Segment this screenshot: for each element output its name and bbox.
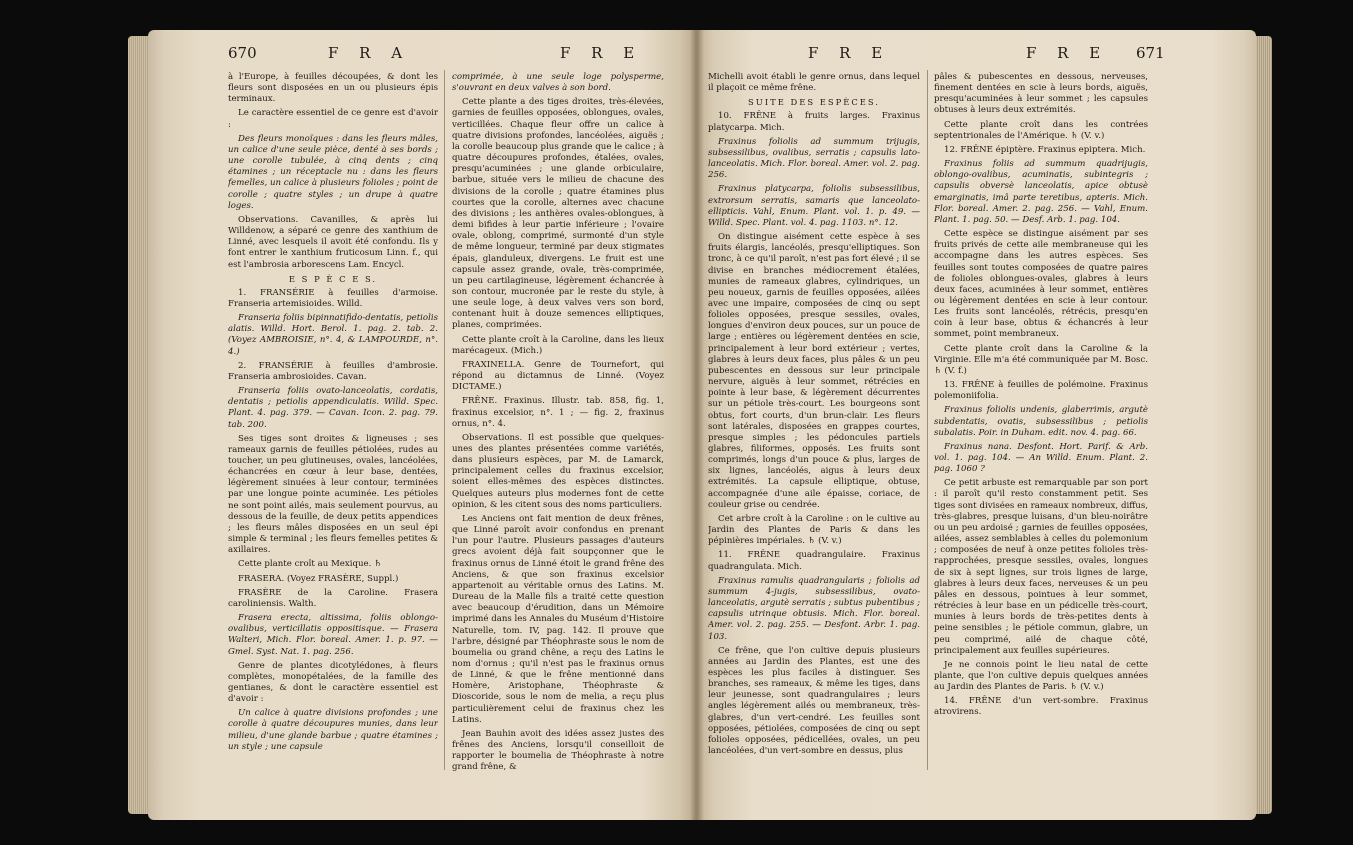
- text-paragraph: Cette plante croît au Mexique. ♄: [238, 559, 382, 570]
- text-paragraph: Fraxinus foliis ad summum quadrijugis, oblongo-ovalibus, acuminatis, subintegris ; capsulis obversè lanceolatis, apice obtusè emarginatis, imâ parte teretibus, apteris. Mich. Flor. boreal. Amer. 2. pag. 256. — Vahl, Enum. Plant. 1. pag. 50. — Desf. Arb. 1. pag. 104.: [934, 159, 1148, 225]
- text-paragraph: comprimée, à une seule loge polysperme, s'ouvrant en deux valves à son bord.: [452, 72, 664, 94]
- text-paragraph: Franseria foliis bipinnatifido-dentatis, petiolis alatis. Willd. Hort. Berol. 1. pag. 2. tab. 2. (Voyez AMBROISIE, n°. 4, & LAMPOURDE, n°. 4.): [228, 313, 438, 357]
- text-paragraph: 1. FRANSÉRIE à feuilles d'armoise. Franseria artemisioides. Willd.: [228, 287, 438, 309]
- page-edges-left: [128, 36, 148, 814]
- text-paragraph: Fraxinus ramulis quadrangularis ; foliolis ad summum 4-jugis, subsessilibus, ovato-lanceolatis, argutè serratis ; subtus pubentibus ; capsulis utrinque obtusis. Mich. Flor. boreal. Amer. vol. 2. pag. 255. — Desfont. Arbr. 1. pag. 103.: [708, 575, 920, 642]
- text-paragraph: Les Anciens ont fait mention de deux frênes, que Linné paroît avoir confondus en prenant l'un pour l'autre. Plusieurs passages d'auteurs grecs avoient déjà fait soupçonner que le fraxinus ornus de Linné étoit le grand frêne des Anciens, & que son fraxinus excelsior appartenoit au véritable ornus des Latins. M. Dureau de la Malle fils a traité cette question avec beaucoup d'érudition, dans un Mémoire imprimé dans les Annales du Muséum d'Histoire Naturelle, tom. IV, pag. 142. Il prouve que l'arbre, désigné par Théophraste sous le nom de boumelia ou grand chêne, a reçu des Latins le nom d'ornus ; qu'il n'est pas le fraxinus ornus de Linné, & que le frêne mentionné dans Homère, Aristophane, Théophraste & Dioscoride, sous le nom de melia, a reçu plus particulièrement celui de fraxinus chez les Latins.: [452, 513, 664, 725]
- text-paragraph: 2. FRANSÉRIE à feuilles d'ambrosie. Franseria ambrosioides. Cavan.: [228, 360, 438, 382]
- text-paragraph: Cette plante croît dans la Caroline & la Virginie. Elle m'a été communiquée par M. Bosc. ♄ (V. f.): [934, 343, 1148, 376]
- text-paragraph: Genre de plantes dicotylédones, à fleurs complètes, monopétalées, de la famille des gentianes, & dont le caractère essentiel est d'avoir :: [228, 660, 438, 705]
- text-paragraph: Cette espèce se distingue aisément par ses fruits privés de cette aile membraneuse qui les accompagne dans les autres espèces. Ses feuilles sont toutes composées de quatre paires de folioles oblongues-ovales, glabres à leurs deux faces, acuminées à leur sommet, entières ou légèrement dentées en scie à leur contour. Les fruits sont lancéolés, rétrécis, presqu'en coin à leur base, obtus & échancrés à leur sommet, point membraneux.: [934, 229, 1148, 340]
- text-paragraph: FRASERA. (Voyez FRASÈRE, Suppl.): [238, 573, 399, 584]
- text-paragraph: Fraxinus platycarpa, foliolis subsessilibus, extrorsum serratis, samaris que lanceolato-ellipticis. Vahl, Enum. Plant. vol. 1. p. 49. — Willd. Spec. Plant. vol. 4. pag. 1103. n°. 12.: [708, 184, 920, 228]
- text-paragraph: Cette plante a des tiges droites, très-élevées, garnies de feuilles opposées, oblongues, ovales, verticillées. Chaque fleur offre un calice à quatre divisions profondes, lancéolées, aiguës ; la corolle beaucoup plus grande que le calice ; à quatre découpures profondes, étalées, ovales, presqu'acuminées ; une glande orbiculaire, barbue, située vers le milieu de chacune des divisions de la corolle ; quatre étamines plus courtes que la corolle, alternes avec chacune des divisions ; les anthères ovales-oblongues, à demi bifides à leur partie inférieure ; l'ovaire ovale, oblong, comprimé, surmonté d'un style de même longueur, terminé par deux stigmates épais, glanduleux, divergens. Le fruit est une capsule assez grande, ovale, très-comprimée, un peu cartilagineuse, légèrement échancrée à son contour, mucronée par le reste du style, à une seule loge, à deux valves vers son bord, contenant huit à douze semences elliptiques, planes, comprimées.: [452, 97, 664, 331]
- text-paragraph: Cette plante croît dans les contrées septentrionales de l'Amérique. ♄ (V. v.): [934, 119, 1148, 141]
- text-paragraph: à l'Europe, à feuilles découpées, & dont les fleurs sont disposées en un ou plusieurs épis terminaux.: [228, 72, 438, 105]
- text-paragraph: Franseria foliis ovato-lanceolatis, cordatis, dentatis ; petiolis appendiculatis. Willd. Spec. Plant. 4. pag. 379. — Cavan. Icon. 2. pag. 79. tab. 200.: [228, 386, 438, 430]
- text-paragraph: Observations. Il est possible que quelques-unes des plantes présentées comme variétés, dans plusieurs espèces, par M. de Lamarck, principalement celles du fraxinus excelsior, soient elles-mêmes des espèces distinctes. Quelques auteurs plus modernes font de cette opinion, & les citent sous des noms particuliers.: [452, 432, 664, 510]
- text-paragraph: Fraxinus nana. Desfont. Hort. Parif. & Arb. vol. 1. pag. 104. — An Willd. Enum. Plant. 2. pag. 1060 ?: [934, 441, 1148, 475]
- column-rule: [444, 70, 445, 770]
- text-paragraph: 13. FRÊNE à feuilles de polémoine. Fraxinus polemoniifolia.: [934, 380, 1148, 402]
- text-paragraph: FRÊNE. Fraxinus. Illustr. tab. 858, fig. 1, fraxinus excelsior, n°. 1 ; — fig. 2, fraxinus ornus, n°. 4.: [452, 396, 664, 429]
- left-column-2: [452, 72, 664, 772]
- section-heading: E S P È C E S.: [288, 273, 378, 284]
- page-edges-right: [1256, 36, 1272, 814]
- left-column-1: [228, 72, 438, 772]
- right-header-left: F R E: [808, 44, 891, 62]
- section-heading: SUITE DES ESPÈCES.: [748, 97, 880, 108]
- text-paragraph: 12. FRÊNE épiptère. Fraxinus epiptera. Mich.: [944, 144, 1146, 155]
- text-paragraph: Je ne connois point le lieu natal de cette plante, que l'on cultive depuis quelques années au Jardin des Plantes de Paris. ♄ (V. v.): [934, 659, 1148, 693]
- text-paragraph: Cette plante croît à la Caroline, dans les lieux marécageux. (Mich.): [452, 334, 664, 356]
- book-gutter: [690, 30, 704, 820]
- left-page-number: 670: [228, 44, 257, 62]
- text-paragraph: FRAXINELLA. Genre de Tournefort, qui répond au dictamnus de Linné. (Voyez DICTAME.): [452, 359, 664, 393]
- text-paragraph: Le caractère essentiel de ce genre est d'avoir :: [228, 108, 438, 130]
- text-paragraph: Cet arbre croît à la Caroline : on le cultive au Jardin des Plantes de Paris & dans les pépinières impériales. ♄ (V. v.): [708, 513, 920, 547]
- text-paragraph: Frasera erecta, altissima, foliis oblongo-ovalibus, verticillatis oppositisque. — Frasera Walteri, Mich. Flor. boreal. Amer. 1. p. 97. — Gmel. Syst. Nat. 1. pag. 256.: [228, 613, 438, 657]
- text-paragraph: Fraxinus foliolis undenis, glaberrimis, argutè subdentatis, ovatis, subsessilibus ; petiolis subalatis. Poir. in Duham. edit. nov. 4. pag. 66.: [934, 405, 1148, 438]
- text-paragraph: Observations. Cavanilles, & après lui Willdenow, a séparé ce genre des xanthium de Linné, avec lesquels il avoit été confondu. Ils y font entrer le xanthium fruticosum Linn. f., qui est l'ambrosia arborescens Lam. Encycl.: [228, 214, 438, 270]
- left-header-right: F R E: [560, 44, 643, 62]
- text-paragraph: pâles & pubescentes en dessous, nerveuses, finement dentées en scie à leurs bords, aiguës, presqu'acuminées à leur sommet ; les capsules obtuses à leurs deux extrémités.: [934, 72, 1148, 116]
- text-paragraph: Un calice à quatre divisions profondes ; une corolle à quatre découpures munies, dans leur milieu, d'une glande barbue ; quatre étamines ; un style ; une capsule: [228, 708, 438, 752]
- text-paragraph: Jean Bauhin avoit des idées assez justes des frênes des Anciens, lorsqu'il conseilloit de rapporter le boumelia de Théophraste à notre grand frêne, &: [452, 728, 664, 772]
- text-paragraph: Michelli avoit établi le genre ornus, dans lequel il plaçoit ce même frêne.: [708, 72, 920, 94]
- text-paragraph: Fraxinus foliolis ad summum trijugis, subsessilibus, ovalibus, serratis ; capsulis lato-lanceolatis. Mich. Flor. boreal. Amer. vol. 2. pag. 256.: [708, 136, 920, 181]
- text-paragraph: 11. FRÊNE quadrangulaire. Fraxinus quadrangulata. Mich.: [708, 550, 920, 572]
- right-header-right: F R E: [1026, 44, 1109, 62]
- right-column-1: [708, 72, 920, 772]
- text-paragraph: Ce frêne, que l'on cultive depuis plusieurs années au Jardin des Plantes, est une des espèces les plus faciles à distinguer. Ses branches, ses rameaux, & même les tiges, dans leur jeunesse, sont quadrangulaires ; leurs angles légèrement ailés ou membraneux, très-glabres, d'un vert-cendré. Les feuilles sont opposées, pétiolées, composées de cinq ou sept folioles opposées, pédicellées, ovales, un peu lancéolées, d'un vert-sombre en dessus, plus: [708, 645, 920, 757]
- text-paragraph: 10. FRÊNE à fruits larges. Fraxinus platycarpa. Mich.: [708, 111, 920, 133]
- text-paragraph: Des fleurs monoïques : dans les fleurs mâles, un calice d'une seule pièce, denté à ses bords ; une corolle tubulée, à cinq dents ; cinq étamines ; un réceptacle nu : dans les fleurs femelles, un calice à plusieurs folioles ; point de corolle ; quatre styles ; un drupe à quatre loges.: [228, 133, 438, 211]
- right-column-2: [934, 72, 1148, 772]
- text-paragraph: Ce petit arbuste est remarquable par son port : il paroît qu'il resto constamment petit. Ses tiges sont divisées en rameaux nombreux, diffus, très-glabres, presque luisans, d'un bleu-noirâtre ou un peu ardoisé ; garnies de feuilles opposées, ailées, assez semblables à celles du polemonium ; composées de neuf à onze petites folioles très-rapprochées, presque sessiles, ovales, longues de six à sept lignes, sur trois lignes de large, glabres à leurs deux faces, nerveuses & un peu pâles en dessous, pointues à leur sommet, rétrécies à leur base en un pédicelle très-court, munies à leurs bords de très-petites dents à peine sensibles ; le pétiole commun, glabre, un peu comprimé, ailé de chaque côté, principalement aux feuilles supérieures.: [934, 478, 1148, 656]
- column-rule: [927, 70, 928, 770]
- text-paragraph: Ses tiges sont droites & ligneuses ; ses rameaux garnis de feuilles pétiolées, rudes au toucher, un peu glutineuses, ovales, lancéolées, échancrées en cœur à leur base, dentées, légèrement sinuées à leur contour, terminées par une longue pointe acuminée. Les pétioles ne sont point ailés, mais seulement pourvus, au dessous de la feuille, de deux petits appendices ; les fleurs mâles disposées en un seul épi simple & terminal ; les fleurs femelles petites & axillaires.: [228, 433, 438, 556]
- right-page-number: 671: [1136, 44, 1165, 62]
- text-paragraph: FRASÈRE de la Caroline. Frasera caroliniensis. Walth.: [228, 587, 438, 609]
- text-paragraph: 14. FRÊNE d'un vert-sombre. Fraxinus atrovirens.: [934, 696, 1148, 718]
- left-header-left: F R A: [328, 44, 411, 62]
- text-paragraph: On distingue aisément cette espèce à ses fruits élargis, lancéolés, presqu'elliptiques. Son tronc, à ce qu'il paroît, n'est pas fort élevé ; il se divise en branches médiocrement étalées, munies de rameaux glabres, cylindriques, un peu noueux, garnis de feuilles opposées, ailées avec une impaire, composées de cinq ou sept folioles opposées, presque sessiles, ovales, longues d'environ deux pouces, sur un pouce de large ; entières ou légèrement dentées en scie, principalement à leur bord extérieur ; vertes, glabres à leurs deux faces, plus pâles & un peu pubescentes en dessous sur leur principale nervure, aiguës à leur sommet, rétrécies en pointe à leur base, & légèrement décurrentes sur un pétiole très-court. Les bourgeons sont obtus, fort courts, d'un brun-clair. Les fleurs sont latérales, disposées en grappes courtes, presque simples ; les pédoncules partiels glabres, filiformes, opposés. Les fruits sont comprimés, longs d'un pouce & plus, larges de six lignes, lancéolés, aigus à leurs deux extrémités. La capsule elliptique, obtuse, accompagnée d'une aile épaisse, coriace, de couleur grise ou cendrée.: [708, 232, 920, 510]
